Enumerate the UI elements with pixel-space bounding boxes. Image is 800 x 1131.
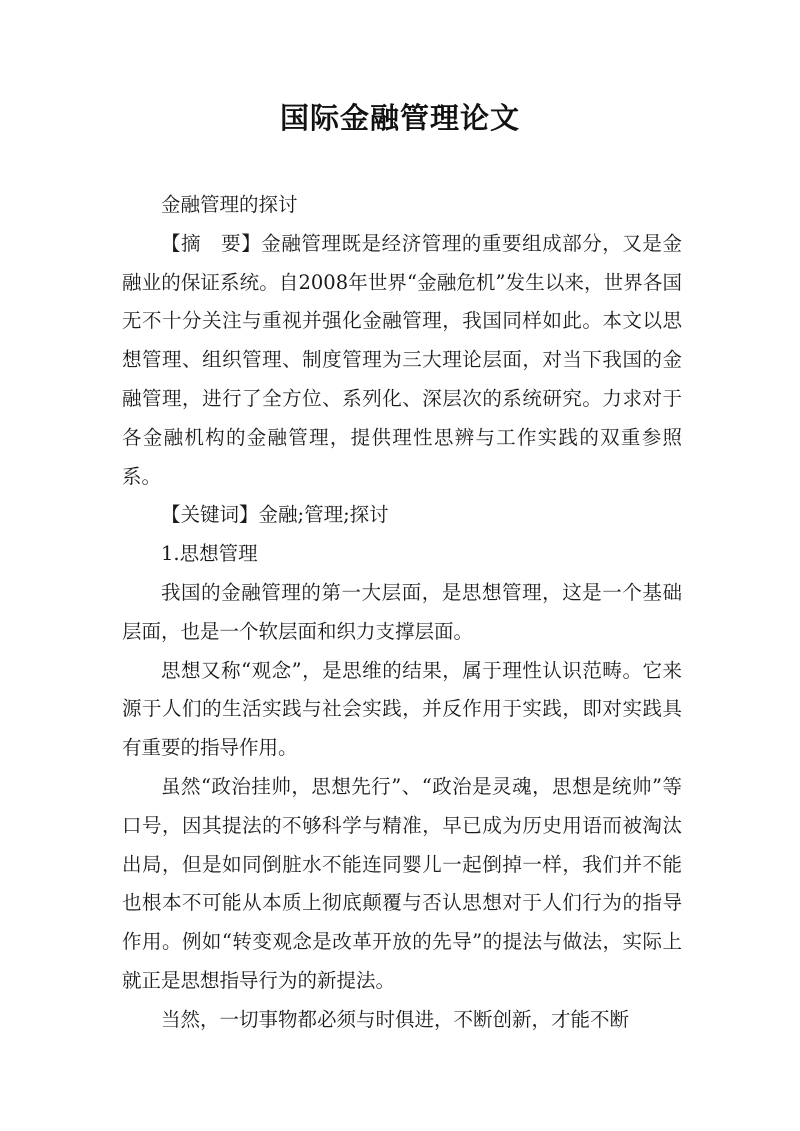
document-title: 国际金融管理论文 [279, 101, 520, 135]
body-paragraph: 当然，一切事物都必须与时俱进，不断创新，才能不断 [161, 1007, 630, 1031]
body-paragraph: 我国的金融管理的第一大层面，是思想管理，这是一个基础层面，也是一个软层面和织力支撑层面。 [122, 580, 682, 643]
section-heading: 金融管理的探讨 [161, 193, 298, 216]
document-body [122, 186, 682, 1040]
subsection-heading: 1.思想管理 [161, 542, 258, 566]
body-paragraph: 虽然“政治挂帅，思想先行”、“政治是灵魂，思想是统帅”等口号，因其提法的不够科学与精准，早已成为历史用语而被淘汰出局，但是如同倒脏水不能连同婴儿一起倒掉一样，我们并不能也根本不可能从本质上彻底颠覆与否认思想对于人们行为的指导作用。例如“转变观念是改革开放的先导”的提法与做法，实际上就正是思想指导行为的新提法。 [122, 774, 682, 992]
keywords-paragraph: 【关键词】金融;管理;探讨 [161, 503, 389, 527]
abstract-paragraph: 【摘 要】金融管理既是经济管理的重要组成部分，又是金融业的保证系统。自2008年世界“金融危机”发生以来，世界各国无不十分关注与重视并强化金融管理，我国同样如此。本文以思想管理、组织管理、制度管理为三大理论层面，对当下我国的金融管理，进行了全方位、系列化、深层次的系统研究。力求对于各金融机构的金融管理，提供理性思辨与工作实践的双重参照系。 [122, 231, 682, 488]
body-paragraph: 思想又称“观念”，是思维的结果，属于理性认识范畴。它来源于人们的生活实践与社会实践，并反作用于实践，即对实践具有重要的指导作用。 [122, 658, 682, 760]
